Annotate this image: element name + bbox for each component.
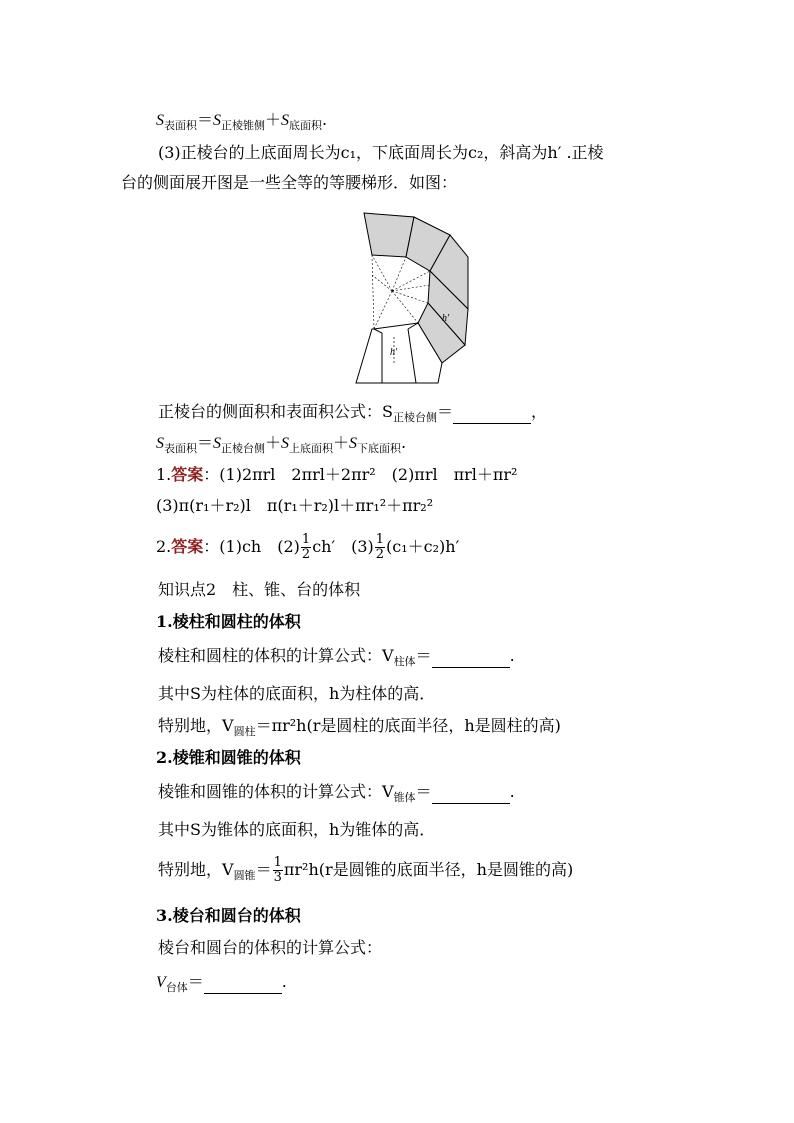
frustum-volume-formula: $V_{台体}=$ . [156, 972, 287, 994]
cylinder-volume-note: 特别地，$V_{圆柱}=\pi r^2h(r$是圆柱的底面半径，h是圆柱的高) [158, 716, 561, 738]
h-prime-label-upper: h′ [442, 313, 450, 324]
section-heading-volume: 知识点2 柱、锥、台的体积 [158, 580, 361, 599]
fraction-half-1: $\frac{1}{2}$ [301, 532, 311, 562]
subheading-pyramid-cone: 2.棱锥和圆锥的体积 [156, 748, 301, 767]
pyramid-volume-formula: 棱锥和圆锥的体积的计算公式：$V_{锥体}=$ . [158, 782, 515, 804]
subheading-prism-cylinder: 1.棱柱和圆柱的体积 [156, 612, 301, 631]
blank-frustum-lateral[interactable] [453, 407, 531, 424]
frustum-net-figure [352, 205, 482, 387]
answer-2: 2.答案：(1)ch (2) $\frac{1}{2}$ ch′ (3) $\frac{1}{2}$ (c₁＋c₂)h′ [156, 532, 460, 562]
surface-area-formula-pyramid: $S_{表面积}=S_{正棱锥侧}+S_{底面积}$. [156, 110, 328, 132]
frustum-lateral-formula: 正棱台的侧面积和表面积公式：$S_{正棱台侧}=$ ， [158, 402, 547, 424]
prism-volume-formula: 棱柱和圆柱的体积的计算公式：$V_{柱体}=$ . [158, 646, 515, 668]
blank-pyramid-volume[interactable] [432, 787, 510, 804]
frustum-volume-intro: 棱台和圆台的体积的计算公式： [158, 938, 383, 957]
paragraph-frustum-intro-cont: 台的侧面展开图是一些全等的等腰梯形．如图： [121, 173, 458, 192]
net-face-1 [364, 213, 414, 257]
blank-frustum-volume[interactable] [204, 977, 282, 994]
fraction-third: $\frac{1}{3}$ [273, 855, 282, 885]
prism-volume-note: 其中S为柱体的底面积，h为柱体的高． [158, 684, 436, 703]
frustum-surface-formula: $S_{表面积}=S_{正棱台侧}+S_{上底面积}+S_{下底面积}$. [156, 433, 407, 455]
cone-volume-note: 特别地，$V_{圆锥}=$ $\frac{1}{3}$ πr²h(r是圆锥的底面半径，h是圆锥的高) [158, 855, 574, 885]
fraction-half-2: $\frac{1}{2}$ [375, 532, 385, 562]
answer-1-cont: (3)π(r₁＋r₂)l π(r₁＋r₂)l＋πr₁²＋πr₂² [156, 496, 434, 515]
answer-1: 1.答案：(1)2πrl 2πrl＋2πr² (2)πrl πrl＋πr² [156, 465, 518, 484]
pyramid-volume-note: 其中S为锥体的底面积，h为锥体的高． [158, 820, 436, 839]
subheading-frustum: 3.棱台和圆台的体积 [156, 906, 301, 925]
paragraph-frustum-intro: (3)正棱台的上底面周长为c₁，下底面周长为c₂，斜高为h′ .正棱 [158, 143, 604, 162]
h-prime-label-lower: h′ [390, 347, 398, 358]
blank-prism-volume[interactable] [432, 651, 510, 668]
